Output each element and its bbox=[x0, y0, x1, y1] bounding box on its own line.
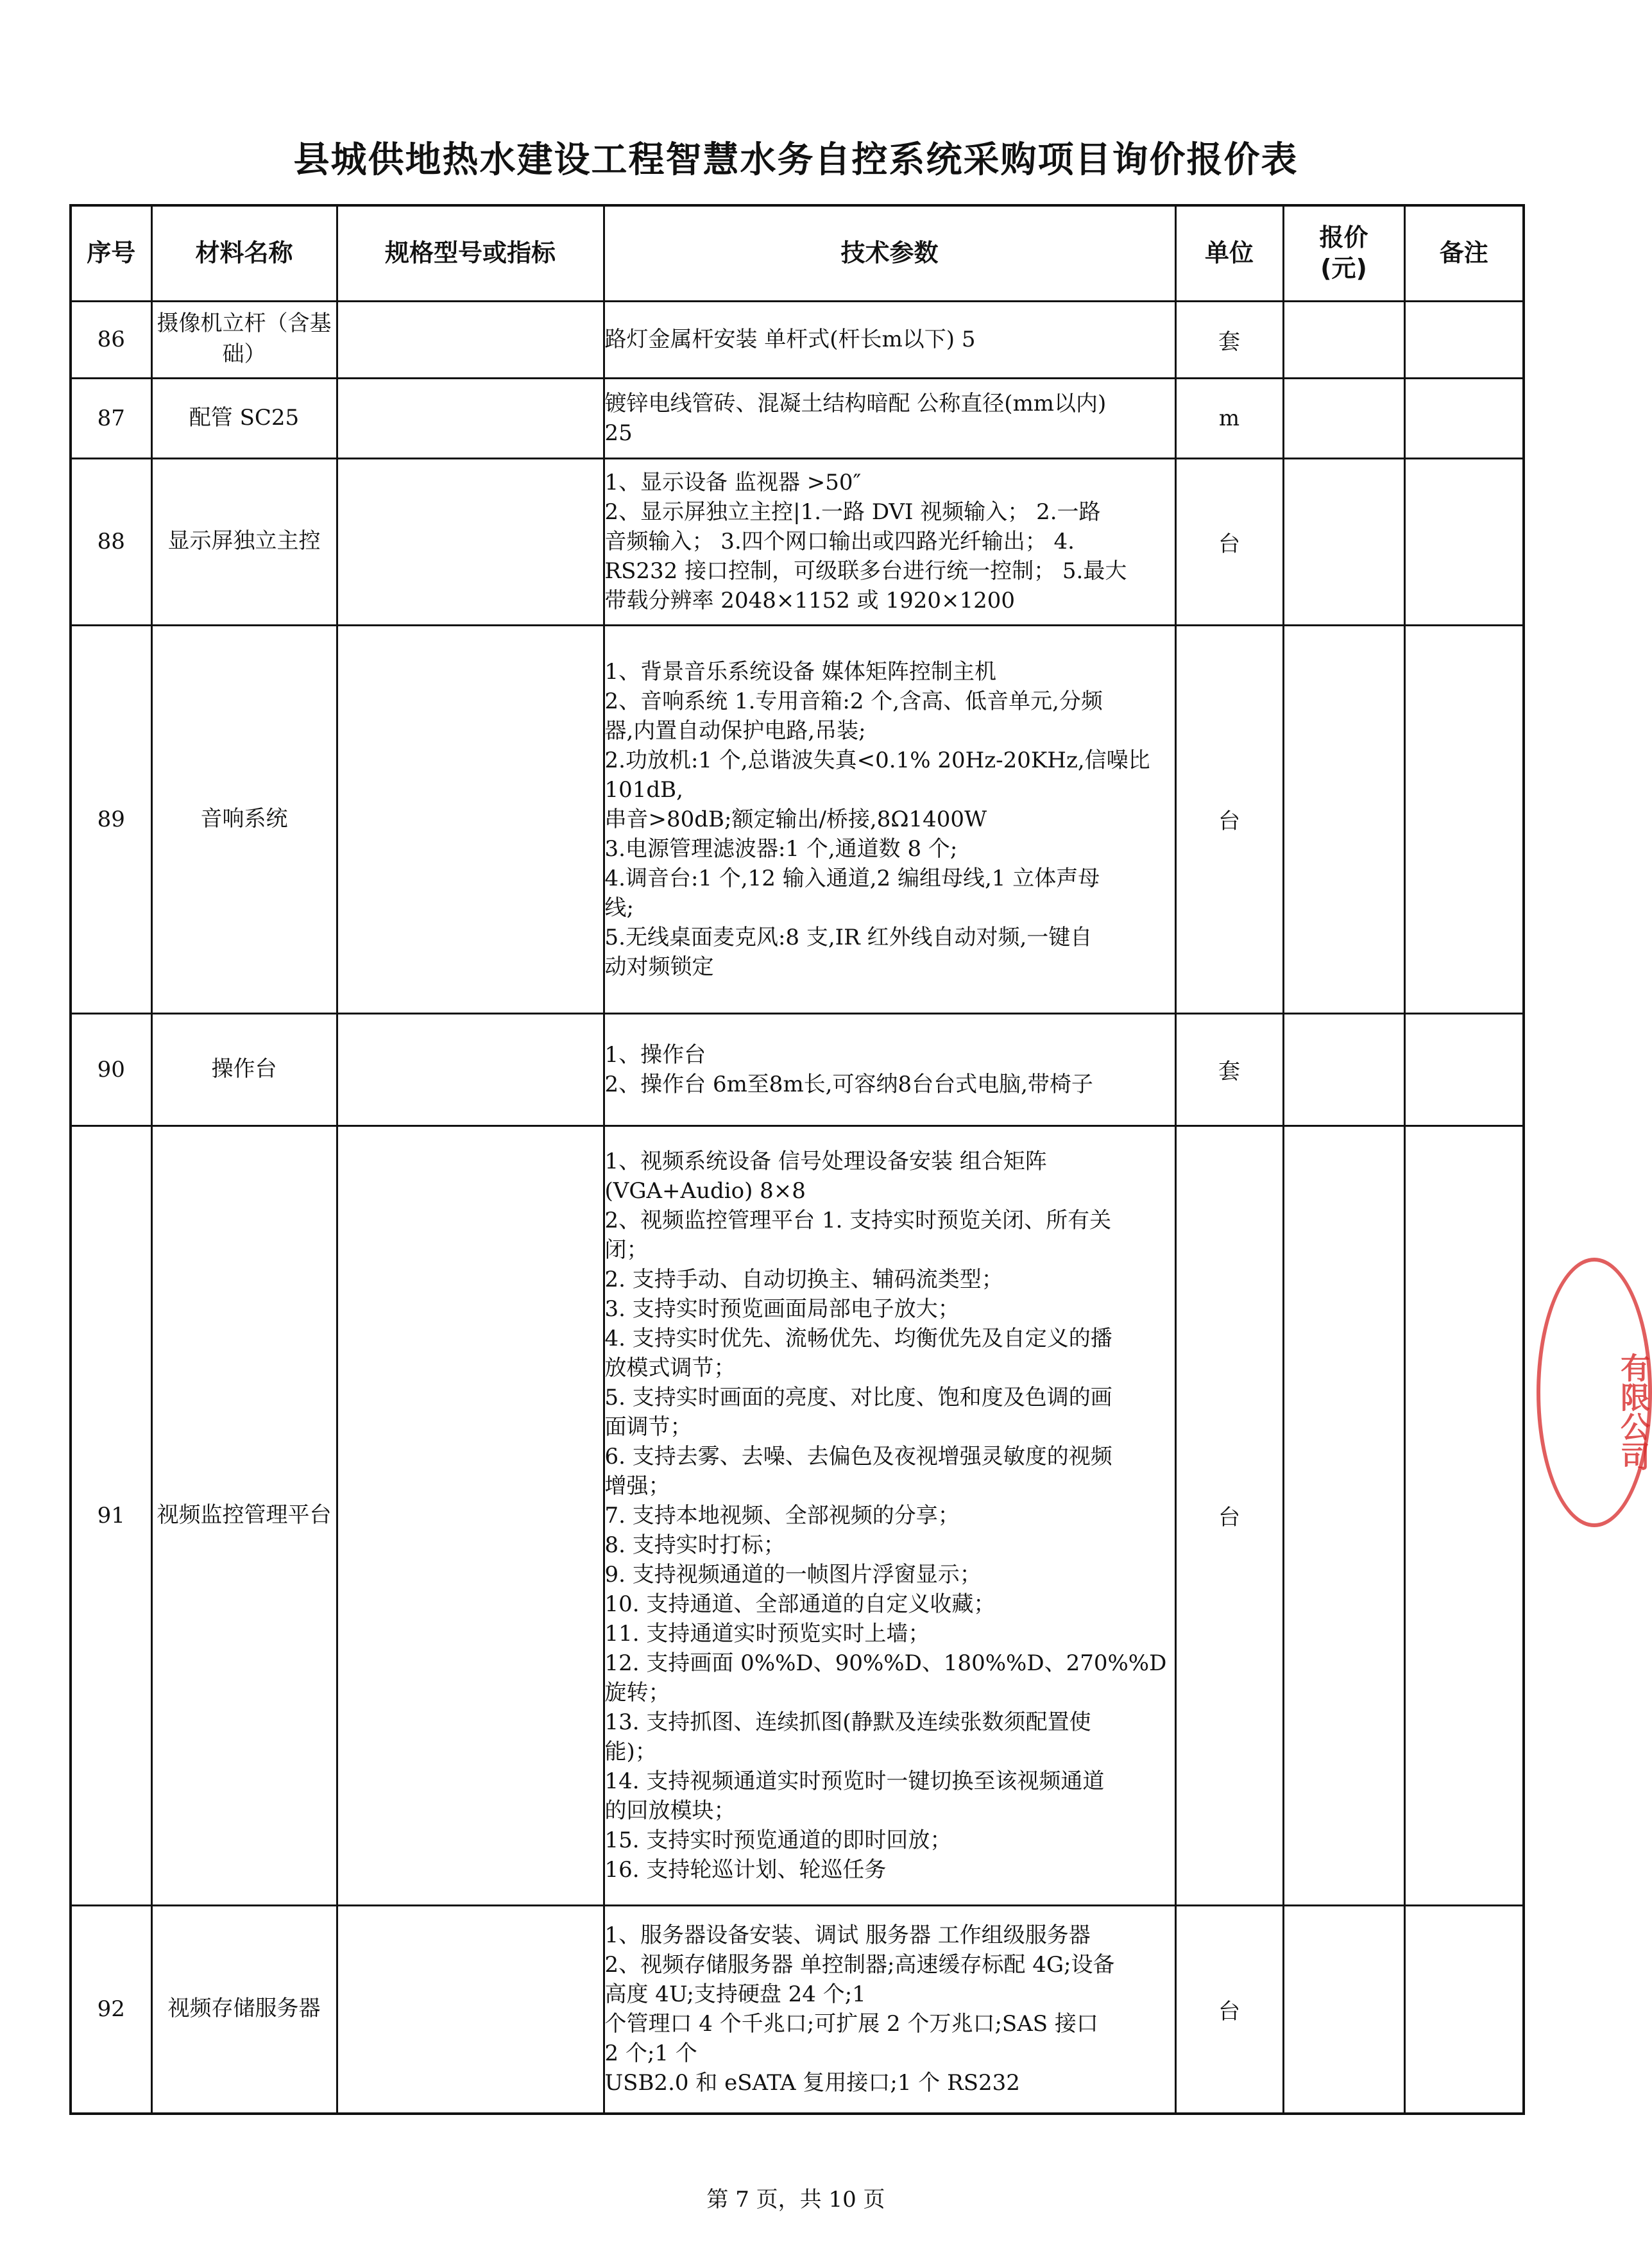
unit-cell: 台 bbox=[1175, 1905, 1283, 2114]
tech-line: 5.无线桌面麦克风:8 支,IR 红外线自动对频,一键自 bbox=[604, 924, 1093, 950]
header-spec: 规格型号或指标 bbox=[337, 205, 604, 301]
tech-params-cell bbox=[604, 1126, 1175, 1905]
tech-line: 25 bbox=[604, 420, 633, 446]
tech-line: 1、显示设备 监视器 >50″ bbox=[604, 470, 862, 495]
material-name-cell: 音响系统 bbox=[151, 625, 337, 1013]
header-remark: 备注 bbox=[1404, 205, 1524, 301]
tech-params-cell bbox=[604, 301, 1175, 378]
tech-params-cell bbox=[604, 1013, 1175, 1126]
remark-cell bbox=[1404, 301, 1524, 378]
tech-line: 个管理口 4 个千兆口;可扩展 2 个万兆口;SAS 接口 bbox=[604, 2011, 1098, 2037]
table-row bbox=[71, 625, 1524, 1013]
tech-line: 2、操作台 6m至8m长,可容纳8台台式电脑,带椅子 bbox=[604, 1071, 1093, 1097]
tech-line: (VGA+Audio) 8×8 bbox=[604, 1177, 806, 1204]
remark-cell bbox=[1404, 1013, 1524, 1126]
spec-cell bbox=[337, 625, 604, 1013]
spec-cell bbox=[337, 378, 604, 458]
tech-line: 音频输入； 3.四个网口输出或四路光纤输出； 4. bbox=[604, 529, 1075, 554]
tech-line: 放模式调节； bbox=[604, 1355, 736, 1381]
unit-cell: 台 bbox=[1175, 625, 1283, 1013]
price-cell bbox=[1283, 301, 1404, 378]
tech-line: 4. 支持实时优先、流畅优先、均衡优先及自定义的播 bbox=[604, 1325, 1112, 1351]
seq-cell: 89 bbox=[71, 625, 151, 1013]
tech-line: 增强； bbox=[604, 1473, 670, 1499]
header-unit: 单位 bbox=[1175, 205, 1283, 301]
tech-line: 101dB, bbox=[604, 776, 683, 803]
table-row bbox=[71, 458, 1524, 625]
tech-line: 器,内置自动保护电路,吊装; bbox=[604, 717, 866, 744]
tech-line: 镀锌电线管砖、混凝土结构暗配 公称直径(mm以内) bbox=[604, 390, 1107, 416]
tech-line: 10. 支持通道、全部通道的自定义收藏； bbox=[604, 1591, 996, 1617]
tech-line: 12. 支持画面 0%%D、90%%D、180%%D、270%%D旋转； bbox=[604, 1650, 1167, 1706]
page-footer: 第 7 页，共 10 页 bbox=[706, 2187, 885, 2212]
tech-line: 闭； bbox=[604, 1237, 649, 1263]
unit-cell: 台 bbox=[1175, 458, 1283, 625]
tech-line: 1、背景音乐系统设备 媒体矩阵控制主机 bbox=[604, 658, 996, 685]
remark-cell bbox=[1404, 625, 1524, 1013]
tech-line: 2、视频监控管理平台 1. 支持实时预览关闭、所有关 bbox=[604, 1207, 1112, 1233]
header-tech: 技术参数 bbox=[604, 205, 1175, 301]
quotation-table bbox=[69, 204, 1525, 2115]
table-row bbox=[71, 1126, 1524, 1905]
tech-line: USB2.0 和 eSATA 复用接口;1 个 RS232 bbox=[604, 2070, 1020, 2096]
header-row bbox=[71, 205, 1524, 301]
header-price: 报价 (元) bbox=[1283, 205, 1404, 301]
material-name-cell: 配管 SC25 bbox=[151, 378, 337, 458]
price-cell bbox=[1283, 458, 1404, 625]
remark-cell bbox=[1404, 458, 1524, 625]
seq-cell: 87 bbox=[71, 378, 151, 458]
table-row bbox=[71, 1013, 1524, 1126]
tech-line: 1、服务器设备安装、调试 服务器 工作组级服务器 bbox=[604, 1922, 1091, 1949]
spec-cell bbox=[337, 301, 604, 378]
seq-cell: 88 bbox=[71, 458, 151, 625]
tech-line: 2、音响系统 1.专用音箱:2 个,含高、低音单元,分频 bbox=[604, 688, 1103, 714]
price-cell bbox=[1283, 1905, 1404, 2114]
tech-line: 7. 支持本地视频、全部视频的分享； bbox=[604, 1502, 960, 1528]
tech-line: 2、显示屏独立主控|1.一路 DVI 视频输入； 2.一路 bbox=[604, 499, 1101, 525]
tech-line: RS232 接口控制，可级联多台进行统一控制； 5.最大 bbox=[604, 558, 1127, 584]
spec-cell bbox=[337, 1013, 604, 1126]
tech-line: 16. 支持轮巡计划、轮巡任务 bbox=[604, 1856, 887, 1883]
header-name: 材料名称 bbox=[151, 205, 337, 301]
tech-line: 13. 支持抓图、连续抓图(静默及连续张数须配置使 bbox=[604, 1709, 1091, 1735]
material-name-cell: 操作台 bbox=[151, 1013, 337, 1126]
tech-line: 15. 支持实时预览通道的即时回放； bbox=[604, 1827, 952, 1853]
tech-line: 带载分辨率 2048×1152 或 1920×1200 bbox=[604, 588, 1016, 613]
tech-line: 11. 支持通道实时预览实时上墙； bbox=[604, 1620, 930, 1647]
seq-cell: 91 bbox=[71, 1126, 151, 1905]
unit-cell: 套 bbox=[1175, 301, 1283, 378]
seq-cell: 92 bbox=[71, 1905, 151, 2114]
tech-params-cell bbox=[604, 378, 1175, 458]
remark-cell bbox=[1404, 1126, 1524, 1905]
price-cell bbox=[1283, 1013, 1404, 1126]
material-name-cell: 视频存储服务器 bbox=[151, 1905, 337, 2114]
spec-cell bbox=[337, 458, 604, 625]
tech-line: 14. 支持视频通道实时预览时一键切换至该视频通道 bbox=[604, 1768, 1105, 1794]
seq-cell: 86 bbox=[71, 301, 151, 378]
tech-line: 高度 4U;支持硬盘 24 个;1 bbox=[604, 1981, 866, 2008]
tech-line: 5. 支持实时画面的亮度、对比度、饱和度及色调的画 bbox=[604, 1384, 1112, 1410]
tech-params-cell bbox=[604, 1905, 1175, 2114]
spec-cell bbox=[337, 1905, 604, 2114]
tech-line: 6. 支持去雾、去噪、去偏色及夜视增强灵敏度的视频 bbox=[604, 1443, 1112, 1469]
tech-params-cell bbox=[604, 458, 1175, 625]
tech-line: 线; bbox=[604, 894, 634, 921]
unit-cell: 套 bbox=[1175, 1013, 1283, 1126]
tech-line: 路灯金属杆安装 单杆式(杆长m以下) 5 bbox=[604, 327, 976, 352]
tech-line: 2.功放机:1 个,总谐波失真<0.1% 20Hz-20KHz,信噪比 bbox=[604, 747, 1150, 773]
price-cell bbox=[1283, 1126, 1404, 1905]
material-name-cell: 显示屏独立主控 bbox=[151, 458, 337, 625]
tech-line: 3.电源管理滤波器:1 个,通道数 8 个; bbox=[604, 835, 958, 862]
price-cell bbox=[1283, 625, 1404, 1013]
unit-cell: m bbox=[1175, 378, 1283, 458]
tech-line: 串音>80dB;额定输出/桥接,8Ω1400W bbox=[604, 806, 987, 832]
unit-cell: 台 bbox=[1175, 1126, 1283, 1905]
price-cell bbox=[1283, 378, 1404, 458]
table-row bbox=[71, 1905, 1524, 2114]
remark-cell bbox=[1404, 378, 1524, 458]
table-row bbox=[71, 378, 1524, 458]
material-name-cell: 摄像机立杆（含基础） bbox=[151, 301, 337, 378]
company-seal: 有限公司 bbox=[1537, 1258, 1652, 1527]
tech-line: 2、视频存储服务器 单控制器;高速缓存标配 4G;设备 bbox=[604, 1952, 1115, 1978]
tech-line: 2 个;1 个 bbox=[604, 2041, 697, 2067]
remark-cell bbox=[1404, 1905, 1524, 2114]
tech-line: 能)； bbox=[604, 1738, 657, 1765]
tech-line: 面调节； bbox=[604, 1414, 692, 1440]
tech-line: 1、操作台 bbox=[604, 1041, 706, 1068]
tech-line: 4.调音台:1 个,12 输入通道,2 编组母线,1 立体声母 bbox=[604, 865, 1100, 891]
spec-cell bbox=[337, 1126, 604, 1905]
tech-line: 2. 支持手动、自动切换主、辅码流类型； bbox=[604, 1266, 1003, 1292]
tech-line: 动对频锁定 bbox=[604, 954, 714, 980]
tech-line: 8. 支持实时打标； bbox=[604, 1532, 785, 1558]
page-title: 县城供地热水建设工程智慧水务自控系统采购项目询价报价表 bbox=[293, 139, 1299, 181]
tech-line: 1、视频系统设备 信号处理设备安装 组合矩阵 bbox=[604, 1148, 1047, 1174]
tech-line: 3. 支持实时预览画面局部电子放大； bbox=[604, 1296, 960, 1322]
tech-params-cell bbox=[604, 625, 1175, 1013]
table-row bbox=[71, 301, 1524, 378]
header-seq: 序号 bbox=[71, 205, 151, 301]
seq-cell: 90 bbox=[71, 1013, 151, 1126]
tech-line: 的回放模块； bbox=[604, 1797, 736, 1824]
tech-line: 9. 支持视频通道的一帧图片浮窗显示； bbox=[604, 1561, 982, 1588]
material-name-cell: 视频监控管理平台 bbox=[151, 1126, 337, 1905]
